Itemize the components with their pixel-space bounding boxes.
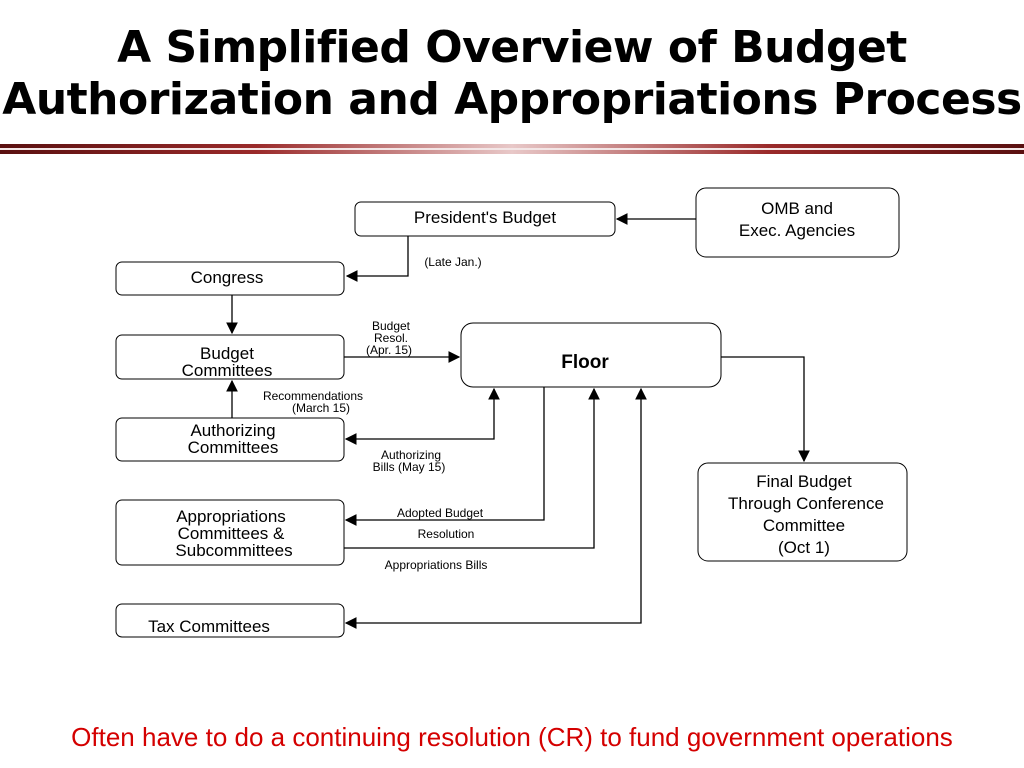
label-appropriations-bills: Appropriations Bills	[384, 558, 488, 572]
authorizing-committees-label-2: Committees	[187, 438, 279, 457]
appropriations-label-1: Appropriations	[176, 507, 286, 526]
omb-label-2: Exec. Agencies	[738, 221, 856, 240]
node-final-budget	[698, 463, 907, 561]
label-budget-resol-3: (Apr. 15)	[365, 343, 413, 357]
final-budget-label-3: Committee	[762, 516, 846, 535]
label-authorizing-bills-2: Bills (May 15)	[372, 460, 446, 474]
label-budget-resol-1: Budget	[371, 319, 411, 333]
appropriations-label-2: Committees &	[177, 524, 285, 543]
tax-committees-label: Tax Committees	[148, 617, 270, 636]
appropriations-label-3: Subcommittees	[175, 541, 293, 560]
congress-label: Congress	[190, 268, 264, 287]
final-budget-label-1: Final Budget	[756, 472, 852, 491]
budget-committees-label-2: Committees	[181, 361, 273, 380]
edge-president-to-congress	[347, 236, 408, 276]
label-authorizing-bills-1: Authorizing	[380, 448, 442, 462]
final-budget-label-2: Through Conference	[728, 494, 884, 513]
label-budget-resol-2: Resol.	[373, 331, 409, 345]
budget-committees-label-1: Budget	[200, 344, 254, 363]
omb-label-1: OMB and	[761, 199, 833, 218]
node-presidents-budget	[355, 202, 615, 236]
edge-authorizing-bills	[346, 389, 494, 439]
authorizing-committees-label-1: Authorizing	[190, 421, 276, 440]
floor-label: Floor	[561, 352, 609, 373]
label-recommendations-2: (March 15)	[291, 401, 351, 415]
label-resolution: Resolution	[417, 527, 475, 541]
node-tax-committees	[116, 604, 344, 637]
edge-adopted-budget-resolution	[346, 387, 544, 520]
edge-floor-to-final-budget	[721, 357, 804, 461]
node-floor	[461, 323, 721, 387]
final-budget-label-4: (Oct 1)	[778, 538, 830, 557]
title-line-2: Authorization and Appropriations Process	[2, 74, 1022, 125]
node-budget-committees	[116, 335, 344, 380]
node-omb	[696, 188, 899, 257]
label-recommendations-1: Recommendations	[262, 389, 364, 403]
footer-note: Often have to do a continuing resolution (CR) to fund government operations	[71, 722, 953, 752]
label-late-jan: (Late Jan.)	[424, 255, 482, 269]
title-line-1: A Simplified Overview of Budget	[117, 22, 907, 73]
presidents-budget-label: President's Budget	[413, 208, 557, 227]
node-congress	[116, 262, 344, 295]
node-authorizing-committees	[116, 418, 344, 461]
label-adopted-budget: Adopted Budget	[396, 506, 484, 520]
node-appropriations-committees	[116, 500, 344, 565]
